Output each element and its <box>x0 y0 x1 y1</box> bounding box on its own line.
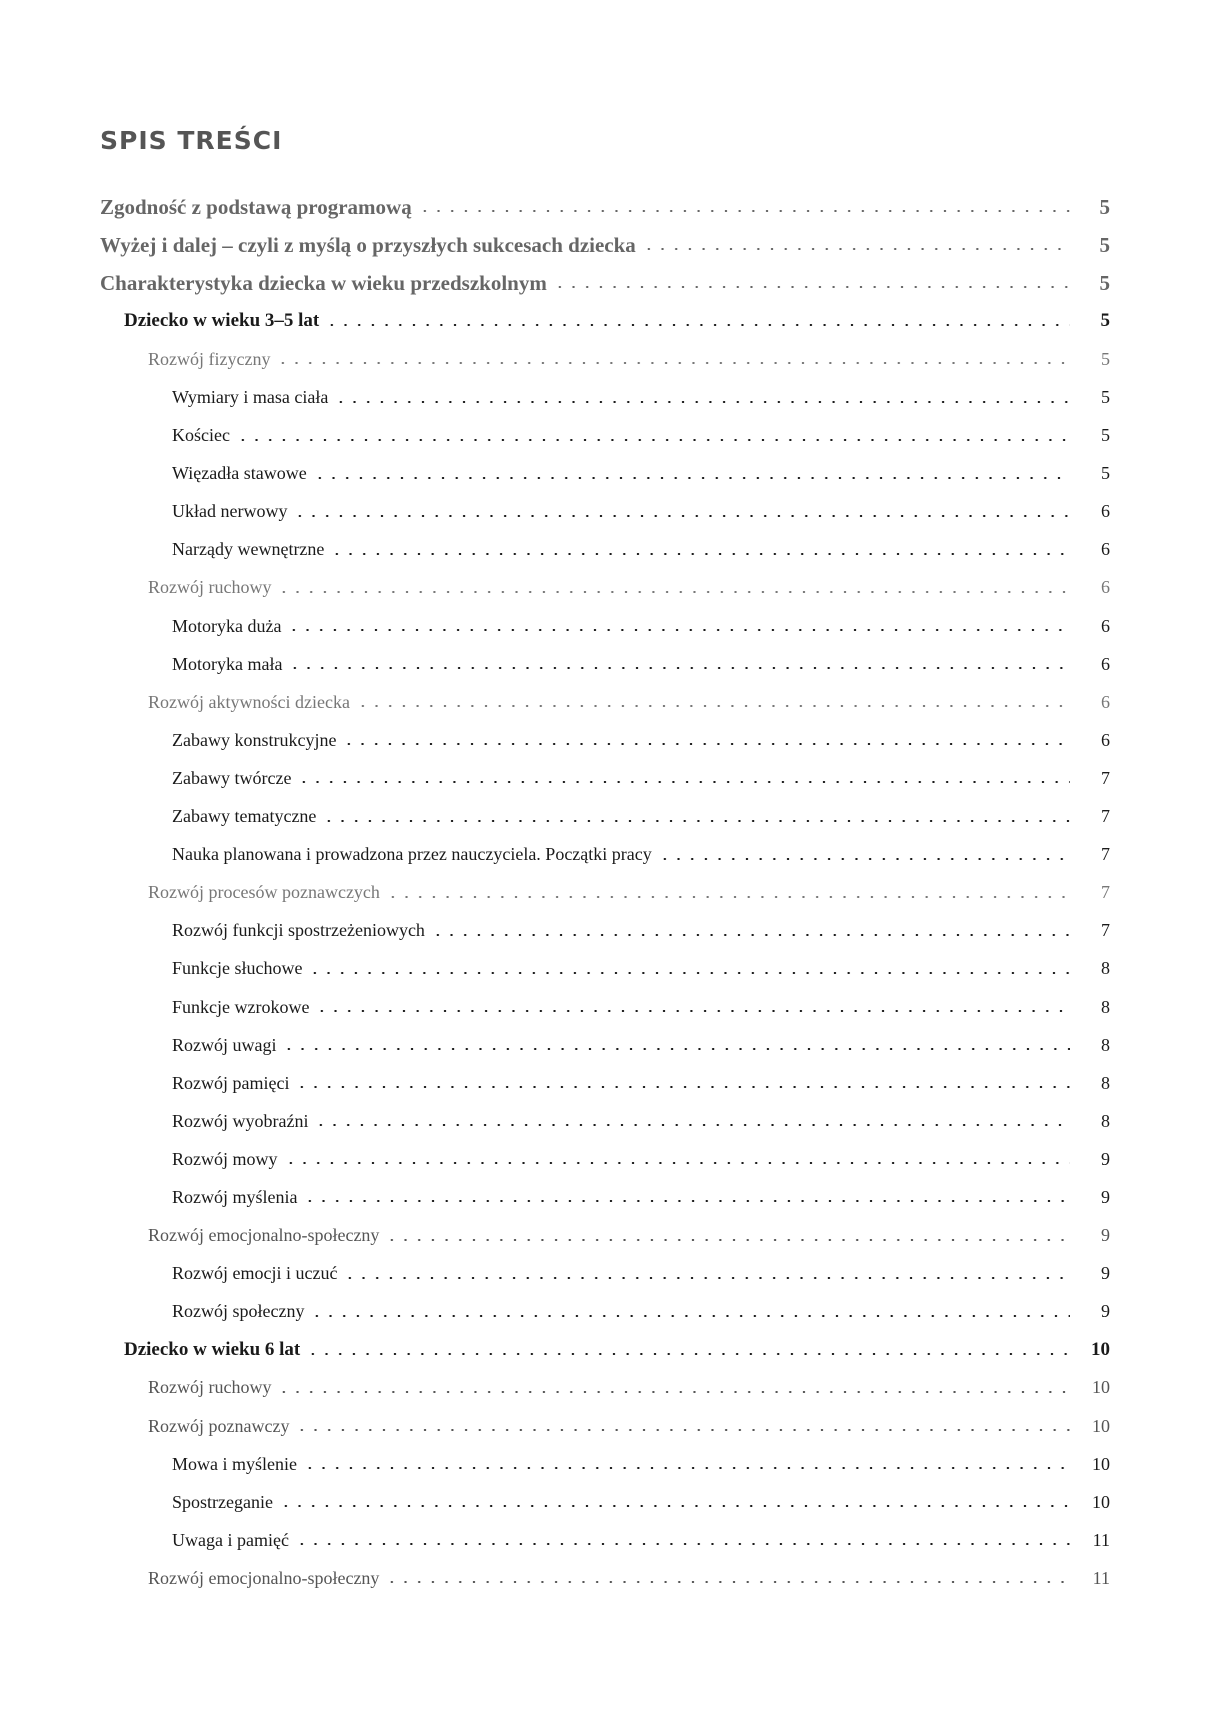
toc-entry[interactable] <box>100 645 1110 683</box>
toc-entry[interactable] <box>100 1521 1110 1559</box>
toc-entry-label: Spostrzeganie <box>172 1492 279 1513</box>
dot-leader <box>343 1277 1070 1279</box>
toc-entry-page-number: 5 <box>1070 349 1110 370</box>
toc-entry-label: Motoryka mała <box>172 654 288 675</box>
toc-entry[interactable] <box>100 607 1110 645</box>
toc-entry-label: Rozwój procesów poznawczych <box>148 882 386 903</box>
dot-leader <box>553 286 1070 288</box>
dot-leader <box>334 401 1070 403</box>
dot-leader <box>295 1543 1070 1545</box>
toc-entry-page-number: 6 <box>1070 501 1110 522</box>
toc-entry-label: Wyżej i dalej – czyli z myślą o przyszłych sukcesach dziecka <box>100 233 642 258</box>
toc-entry-page-number: 5 <box>1070 425 1110 446</box>
toc-entry-page-number: 10 <box>1070 1492 1110 1513</box>
toc-entry-label: Rozwój myślenia <box>172 1187 303 1208</box>
toc-entry-page-number: 10 <box>1070 1454 1110 1475</box>
toc-entry-label: Rozwój poznawczy <box>148 1416 295 1437</box>
toc-entry-label: Zabawy konstrukcyjne <box>172 730 342 751</box>
toc-entry[interactable] <box>100 455 1110 493</box>
toc-entry-page-number: 8 <box>1070 997 1110 1018</box>
dot-leader <box>310 1315 1070 1317</box>
table-of-contents <box>100 188 1110 1597</box>
dot-leader <box>282 1048 1070 1050</box>
dot-leader <box>642 248 1070 250</box>
toc-entry-label: Rozwój emocji i uczuć <box>172 1263 343 1284</box>
toc-entry[interactable] <box>100 1064 1110 1102</box>
dot-leader <box>325 324 1070 326</box>
dot-leader <box>330 553 1070 555</box>
toc-entry-page-number: 6 <box>1070 692 1110 713</box>
toc-entry-page-number: 9 <box>1070 1225 1110 1246</box>
toc-entry-label: Kościec <box>172 425 236 446</box>
toc-entry[interactable] <box>100 874 1110 912</box>
toc-entry-page-number: 8 <box>1070 1035 1110 1056</box>
toc-entry-label: Wymiary i masa ciała <box>172 387 334 408</box>
toc-entry[interactable] <box>100 721 1110 759</box>
toc-entry-label: Motoryka duża <box>172 616 287 637</box>
toc-entry-label: Rozwój pamięci <box>172 1073 295 1094</box>
toc-entry-label: Narządy wewnętrzne <box>172 539 330 560</box>
dot-leader <box>385 1239 1070 1241</box>
dot-leader <box>418 210 1070 212</box>
toc-entry[interactable] <box>100 683 1110 721</box>
toc-entry-page-number: 5 <box>1070 233 1110 258</box>
toc-entry[interactable] <box>100 302 1110 340</box>
toc-entry-label: Zabawy tematyczne <box>172 806 322 827</box>
toc-entry-label: Więzadła stawowe <box>172 463 313 484</box>
toc-entry-page-number: 9 <box>1070 1187 1110 1208</box>
toc-entry-page-number: 7 <box>1070 768 1110 789</box>
toc-entry-page-number: 7 <box>1070 882 1110 903</box>
toc-entry[interactable] <box>100 1178 1110 1216</box>
toc-entry[interactable] <box>100 226 1110 264</box>
toc-entry-label: Dziecko w wieku 3–5 lat <box>124 310 325 332</box>
toc-entry-page-number: 10 <box>1070 1339 1110 1361</box>
toc-entry-label: Rozwój mowy <box>172 1149 284 1170</box>
toc-entry-label: Funkcje wzrokowe <box>172 997 315 1018</box>
toc-entry-page-number: 7 <box>1070 806 1110 827</box>
dot-leader <box>306 1353 1070 1355</box>
toc-entry[interactable] <box>100 1559 1110 1597</box>
toc-entry-label: Rozwój uwagi <box>172 1035 282 1056</box>
dot-leader <box>658 858 1070 860</box>
toc-entry-page-number: 8 <box>1070 1073 1110 1094</box>
toc-entry[interactable] <box>100 950 1110 988</box>
toc-entry-page-number: 5 <box>1070 271 1110 296</box>
toc-entry-page-number: 9 <box>1070 1301 1110 1322</box>
toc-entry-label: Uwaga i pamięć <box>172 1530 295 1551</box>
toc-entry[interactable] <box>100 493 1110 531</box>
toc-entry-label: Rozwój ruchowy <box>148 577 277 598</box>
dot-leader <box>279 1505 1070 1507</box>
toc-entry[interactable] <box>100 1293 1110 1331</box>
toc-entry[interactable] <box>100 912 1110 950</box>
dot-leader <box>313 477 1070 479</box>
toc-entry-page-number: 6 <box>1070 730 1110 751</box>
toc-entry-page-number: 5 <box>1070 387 1110 408</box>
toc-entry-label: Rozwój funkcji spostrzeżeniowych <box>172 920 431 941</box>
toc-entry-page-number: 10 <box>1070 1416 1110 1437</box>
toc-entry-page-number: 9 <box>1070 1149 1110 1170</box>
toc-entry[interactable] <box>100 836 1110 874</box>
toc-entry-page-number: 5 <box>1070 463 1110 484</box>
dot-leader <box>356 705 1070 707</box>
toc-entry-label: Rozwój emocjonalno-społeczny <box>148 1568 385 1589</box>
dot-leader <box>314 1124 1070 1126</box>
toc-entry[interactable] <box>100 188 1110 226</box>
dot-leader <box>315 1010 1070 1012</box>
toc-entry[interactable] <box>100 988 1110 1026</box>
toc-entry-page-number: 10 <box>1070 1377 1110 1398</box>
dot-leader <box>284 1162 1071 1164</box>
dot-leader <box>293 515 1070 517</box>
dot-leader <box>303 1467 1070 1469</box>
toc-entry[interactable] <box>100 1369 1110 1407</box>
toc-entry[interactable] <box>100 1255 1110 1293</box>
toc-entry-label: Charakterystyka dziecka w wieku przedszkolnym <box>100 271 553 296</box>
toc-entry[interactable] <box>100 417 1110 455</box>
dot-leader <box>295 1086 1070 1088</box>
toc-entry-label: Rozwój fizyczny <box>148 349 276 370</box>
page-title: SPIS TREŚCI <box>100 126 283 155</box>
dot-leader <box>277 591 1070 593</box>
dot-leader <box>342 743 1070 745</box>
dot-leader <box>236 439 1070 441</box>
dot-leader <box>322 820 1070 822</box>
toc-entry[interactable] <box>100 1217 1110 1255</box>
toc-entry-label: Rozwój emocjonalno-społeczny <box>148 1225 385 1246</box>
toc-entry-page-number: 5 <box>1070 310 1110 332</box>
dot-leader <box>385 1581 1070 1583</box>
dot-leader <box>288 667 1070 669</box>
toc-entry[interactable] <box>100 798 1110 836</box>
dot-leader <box>295 1429 1070 1431</box>
toc-entry-page-number: 7 <box>1070 844 1110 865</box>
toc-entry-page-number: 7 <box>1070 920 1110 941</box>
toc-entry[interactable] <box>100 1407 1110 1445</box>
toc-entry[interactable] <box>100 340 1110 378</box>
toc-entry[interactable] <box>100 1483 1110 1521</box>
toc-entry-page-number: 8 <box>1070 958 1110 979</box>
toc-entry[interactable] <box>100 378 1110 416</box>
dot-leader <box>308 972 1070 974</box>
toc-entry-page-number: 11 <box>1070 1530 1110 1551</box>
toc-entry-page-number: 5 <box>1070 195 1110 220</box>
toc-entry-label: Mowa i myślenie <box>172 1454 303 1475</box>
toc-entry-page-number: 6 <box>1070 539 1110 560</box>
toc-entry[interactable] <box>100 759 1110 797</box>
dot-leader <box>303 1200 1070 1202</box>
dot-leader <box>287 629 1070 631</box>
toc-entry-label: Zgodność z podstawą programową <box>100 195 418 220</box>
toc-entry-page-number: 9 <box>1070 1263 1110 1284</box>
dot-leader <box>297 781 1070 783</box>
toc-entry-label: Zabawy twórcze <box>172 768 297 789</box>
toc-entry-label: Układ nerwowy <box>172 501 293 522</box>
toc-entry-label: Dziecko w wieku 6 lat <box>124 1339 306 1361</box>
toc-entry[interactable] <box>100 1026 1110 1064</box>
toc-entry-label: Rozwój wyobraźni <box>172 1111 314 1132</box>
dot-leader <box>276 362 1070 364</box>
toc-entry[interactable] <box>100 1445 1110 1483</box>
toc-entry[interactable] <box>100 569 1110 607</box>
toc-entry-page-number: 6 <box>1070 616 1110 637</box>
toc-entry[interactable] <box>100 531 1110 569</box>
dot-leader <box>386 896 1070 898</box>
toc-entry-page-number: 11 <box>1070 1568 1110 1589</box>
dot-leader <box>431 934 1070 936</box>
toc-entry[interactable] <box>100 1102 1110 1140</box>
toc-entry[interactable] <box>100 264 1110 302</box>
toc-entry-page-number: 6 <box>1070 654 1110 675</box>
dot-leader <box>277 1391 1070 1393</box>
toc-entry[interactable] <box>100 1331 1110 1369</box>
toc-entry-page-number: 8 <box>1070 1111 1110 1132</box>
toc-entry-label: Rozwój społeczny <box>172 1301 310 1322</box>
toc-entry-label: Nauka planowana i prowadzona przez nauczyciela. Początki pracy <box>172 844 658 865</box>
toc-entry-label: Rozwój aktywności dziecka <box>148 692 356 713</box>
toc-entry-label: Funkcje słuchowe <box>172 958 308 979</box>
toc-entry-page-number: 6 <box>1070 577 1110 598</box>
toc-entry[interactable] <box>100 1140 1110 1178</box>
toc-entry-label: Rozwój ruchowy <box>148 1377 277 1398</box>
